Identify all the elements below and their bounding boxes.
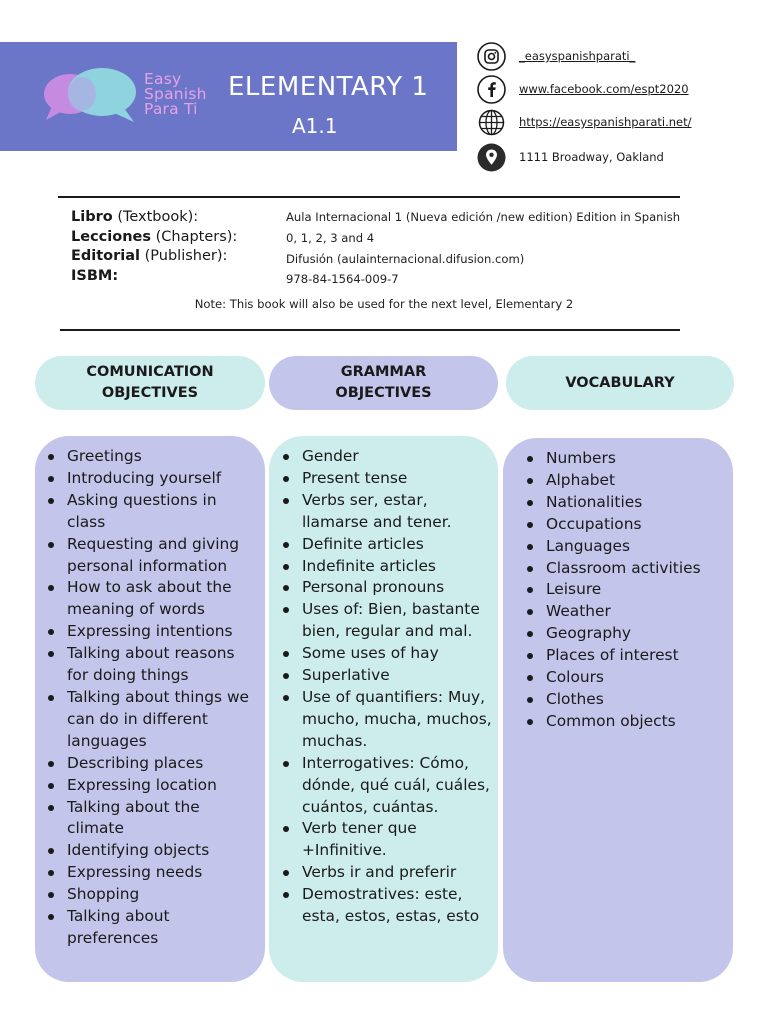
contact-website[interactable] — [477, 107, 757, 137]
list-item: Places of interest — [524, 645, 730, 667]
vocabulary-panel — [503, 438, 733, 982]
list-item: Uses of: Bien, bastante bien, regular and mal. — [280, 599, 494, 643]
list-item: Demostratives: este, esta, estos, estas, esto — [280, 884, 494, 928]
list-item: Expressing intentions — [45, 621, 259, 643]
list-item: Weather — [524, 601, 730, 623]
list-item: Nationalities — [524, 492, 730, 514]
list-item: Requesting and giving personal information — [45, 534, 259, 578]
list-item: Verb tener que +Infinitive. — [280, 818, 494, 862]
isbm-label-row — [71, 267, 237, 287]
list-item: Classroom activities — [524, 558, 730, 580]
list-item: Occupations — [524, 514, 730, 536]
list-item: Use of quantifiers: Muy, mucho, mucha, muchos, muchas. — [280, 687, 494, 753]
list-item: Talking about preferences — [45, 906, 259, 950]
vocabulary-header — [506, 356, 734, 410]
editorial-label-row — [71, 247, 237, 267]
header-line: OBJECTIVES — [101, 385, 199, 401]
editorial-value: Difusión (aulainternacional.difusion.com) — [286, 251, 525, 266]
list-item: Common objects — [524, 711, 730, 733]
book-info-labels — [71, 208, 237, 286]
speech-bubbles-logo-icon — [40, 66, 140, 126]
header-line: VOCABULARY — [565, 374, 675, 391]
facebook-link[interactable]: www.facebook.com/espt2020 — [519, 82, 689, 96]
lecciones-value: 0, 1, 2, 3 and 4 — [286, 230, 375, 245]
list-item: Expressing needs — [45, 862, 259, 884]
contact-instagram[interactable] — [477, 41, 757, 71]
address-text: 1111 Broadway, Oakland — [519, 150, 664, 164]
header-line: COMUNICATION — [86, 364, 214, 380]
brand-line: Para Ti — [144, 100, 198, 118]
list-item: Verbs ir and preferir — [280, 862, 494, 884]
instagram-icon — [477, 42, 506, 71]
lecciones-label: Lecciones — [71, 228, 151, 245]
header-line: GRAMMAR — [340, 364, 427, 380]
location-pin-icon — [477, 143, 506, 172]
bottom-divider — [60, 329, 680, 331]
globe-icon — [477, 108, 506, 137]
list-item: Interrogatives: Cómo, dónde, qué cuál, cuáles, cuántos, cuántas. — [280, 753, 494, 819]
list-item: Talking about reasons for doing things — [45, 643, 259, 687]
instagram-handle[interactable]: _easyspanishparati_ — [519, 49, 636, 63]
editorial-label: Editorial — [71, 248, 141, 264]
list-item: Definite articles — [280, 534, 494, 556]
communication-list — [45, 446, 259, 950]
communication-objectives-panel — [35, 436, 265, 982]
level-code: A1.1 — [292, 114, 338, 138]
header-banner — [0, 42, 457, 151]
list-item: Gender — [280, 446, 494, 468]
isbm-label: ISBM: — [71, 267, 119, 284]
brand-line: Easy — [144, 70, 182, 88]
libro-value: Aula Internacional 1 (Nueva edición /new edition) Edition in Spanish — [286, 210, 681, 224]
book-info-values — [286, 207, 680, 290]
list-item: Colours — [524, 667, 730, 689]
level-title: ELEMENTARY 1 — [228, 72, 429, 102]
list-item: Talking about the climate — [45, 797, 259, 841]
grammar-objectives-header — [269, 356, 498, 410]
lecciones-paren: (Chapters): — [155, 228, 238, 245]
grammar-list — [280, 446, 494, 928]
brand-name — [144, 72, 224, 117]
brand-line: Spanish — [144, 85, 207, 103]
editorial-paren: (Publisher): — [144, 248, 228, 264]
list-item: Greetings — [45, 446, 259, 468]
libro-label: Libro — [71, 209, 113, 225]
lecciones-label-row — [71, 228, 237, 248]
book-note: Note: This book will also be used for the next level, Elementary 2 — [194, 297, 574, 311]
contact-address — [477, 142, 757, 172]
header-line: OBJECTIVES — [335, 385, 432, 401]
list-item: Clothes — [524, 689, 730, 711]
list-item: How to ask about the meaning of words — [45, 577, 259, 621]
top-divider — [58, 196, 680, 198]
list-item: Alphabet — [524, 470, 730, 492]
list-item: Leisure — [524, 579, 730, 601]
list-item: Geography — [524, 623, 730, 645]
list-item: Asking questions in class — [45, 490, 259, 534]
grammar-objectives-panel — [269, 436, 498, 982]
website-link[interactable]: https://easyspanishparati.net/ — [519, 115, 692, 129]
list-item: Present tense — [280, 468, 494, 490]
contact-facebook[interactable] — [477, 74, 757, 104]
list-item: Indefinite articles — [280, 556, 494, 578]
list-item: Numbers — [524, 448, 730, 470]
list-item: Talking about things we can do in different languages — [45, 687, 259, 753]
list-item: Some uses of hay — [280, 643, 494, 665]
list-item: Introducing yourself — [45, 468, 259, 490]
list-item: Verbs ser, estar, llamarse and tener. — [280, 490, 494, 534]
list-item: Personal pronouns — [280, 577, 494, 599]
list-item: Identifying objects — [45, 840, 259, 862]
list-item: Expressing location — [45, 775, 259, 797]
isbm-value: 978-84-1564-009-7 — [286, 272, 399, 287]
list-item: Superlative — [280, 665, 494, 687]
vocabulary-list — [524, 448, 730, 733]
libro-label-row — [71, 208, 237, 228]
list-item: Describing places — [45, 753, 259, 775]
list-item: Languages — [524, 536, 730, 558]
communication-objectives-header — [35, 356, 265, 410]
facebook-icon — [477, 75, 506, 104]
libro-paren: (Textbook): — [117, 209, 199, 225]
list-item: Shopping — [45, 884, 259, 906]
